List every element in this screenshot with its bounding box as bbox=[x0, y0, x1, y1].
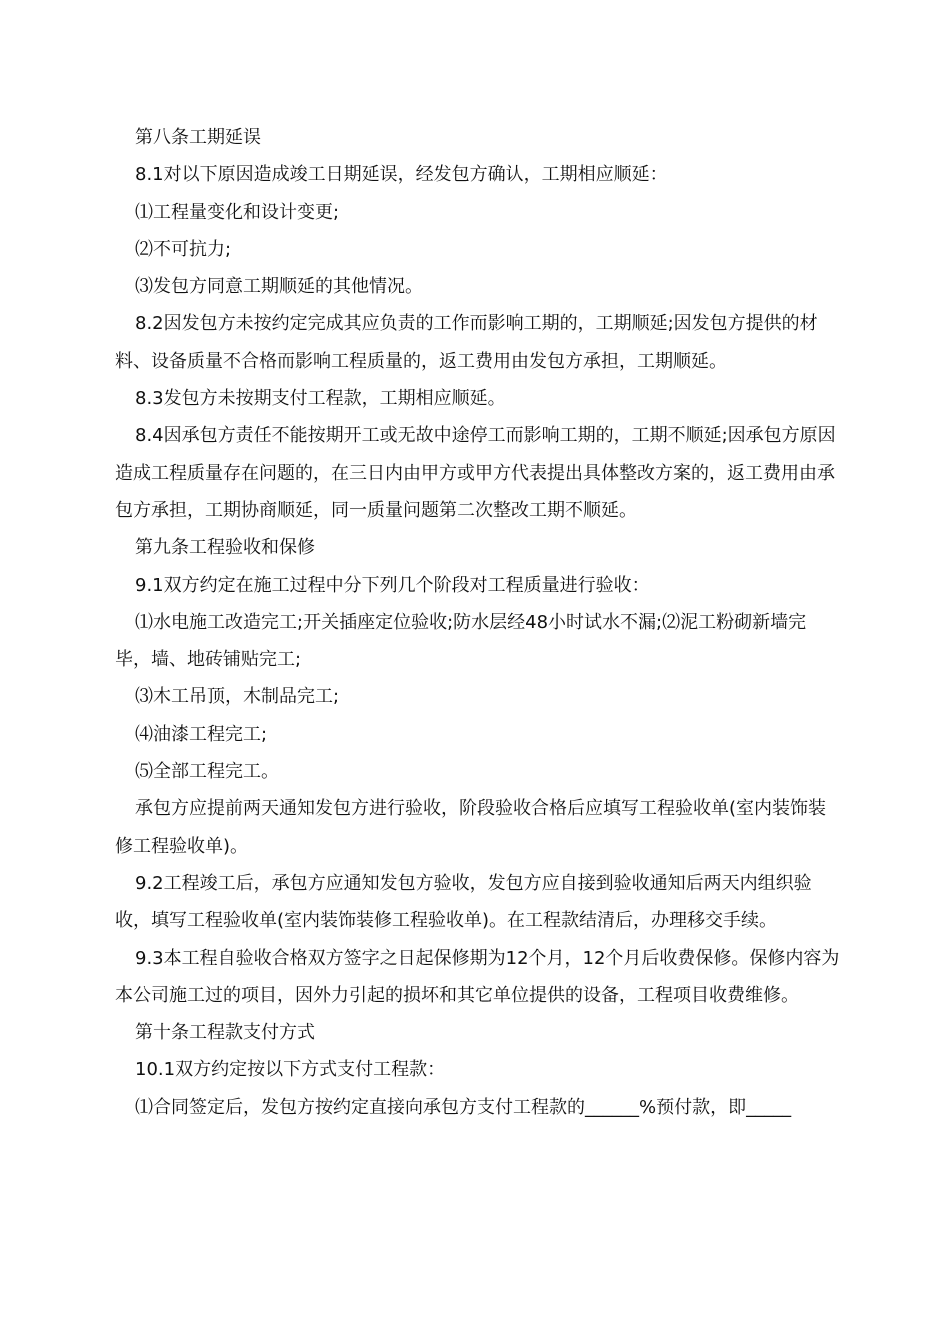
clause-9-1-item-5: ⑸全部工程完工。 bbox=[135, 761, 279, 783]
clause-8-1-item-2: ⑵不可抗力; bbox=[135, 238, 232, 260]
clause-9-1-item-3: ⑶木工吊顶，木制品完工; bbox=[135, 686, 340, 708]
clause-9-1-item-1-2: ⑴水电施工改造完工;开关插座定位验收;防水层经48小时试水不漏;⑵泥工粉砌新墙完毕，墙、地砖铺贴完工; bbox=[115, 611, 807, 671]
article-9-heading: 第九条工程验收和保修 bbox=[135, 537, 315, 559]
clause-8-1-item-1: ⑴工程量变化和设计变更; bbox=[135, 201, 340, 223]
clause-8-4: 8.4因承包方责任不能按期开工或无故中途停工而影响工期的，工期不顺延;因承包方原因造成工程质量存在问题的，在三日内由甲方或甲方代表提出具体整改方案的，返工费用由承包方承担，工期协商顺延，同一质量问题第二次整改工期不顺延。 bbox=[115, 425, 836, 521]
clause-8-2: 8.2因发包方未按约定完成其应负责的工作而影响工期的，工期顺延;因发包方提供的材料、设备质量不合格而影响工程质量的，返工费用由发包方承担，工期顺延。 bbox=[115, 313, 818, 372]
article-8-heading: 第八条工期延误 bbox=[135, 127, 261, 148]
clause-9-2: 9.2工程竣工后，承包方应通知发包方验收，发包方应自接到验收通知后两天内组织验收，填写工程验收单(室内装饰装修工程验收单)。在工程款结清后，办理移交手续。 bbox=[115, 872, 812, 932]
clause-8-3: 8.3发包方未按期支付工程款，工期相应顺延。 bbox=[135, 388, 506, 410]
clause-10-1-item-1: ⑴合同签定后，发包方按约定直接向承包方支付工程款的______%预付款，即_____ bbox=[135, 1096, 792, 1118]
clause-8-1: 8.1对以下原因造成竣工日期延误，经发包方确认，工期相应顺延： bbox=[135, 164, 668, 186]
document-body bbox=[115, 119, 840, 1126]
clause-9-1: 9.1双方约定在施工过程中分下列几个阶段对工程质量进行验收： bbox=[135, 574, 650, 596]
clause-9-1-item-4: ⑷油漆工程完工; bbox=[135, 723, 268, 745]
clause-8-1-item-3: ⑶发包方同意工期顺延的其他情况。 bbox=[135, 276, 423, 298]
clause-9-1-note: 承包方应提前两天通知发包方进行验收，阶段验收合格后应填写工程验收单(室内装饰装修工程验收单)。 bbox=[115, 798, 827, 857]
clause-9-3: 9.3本工程自验收合格双方签字之日起保修期为12个月，12个月后收费保修。保修内容为本公司施工过的项目，因外力引起的损坏和其它单位提供的设备，工程项目收费维修。 bbox=[115, 947, 840, 1006]
article-10-heading: 第十条工程款支付方式 bbox=[135, 1022, 315, 1044]
clause-10-1: 10.1双方约定按以下方式支付工程款： bbox=[135, 1059, 446, 1081]
